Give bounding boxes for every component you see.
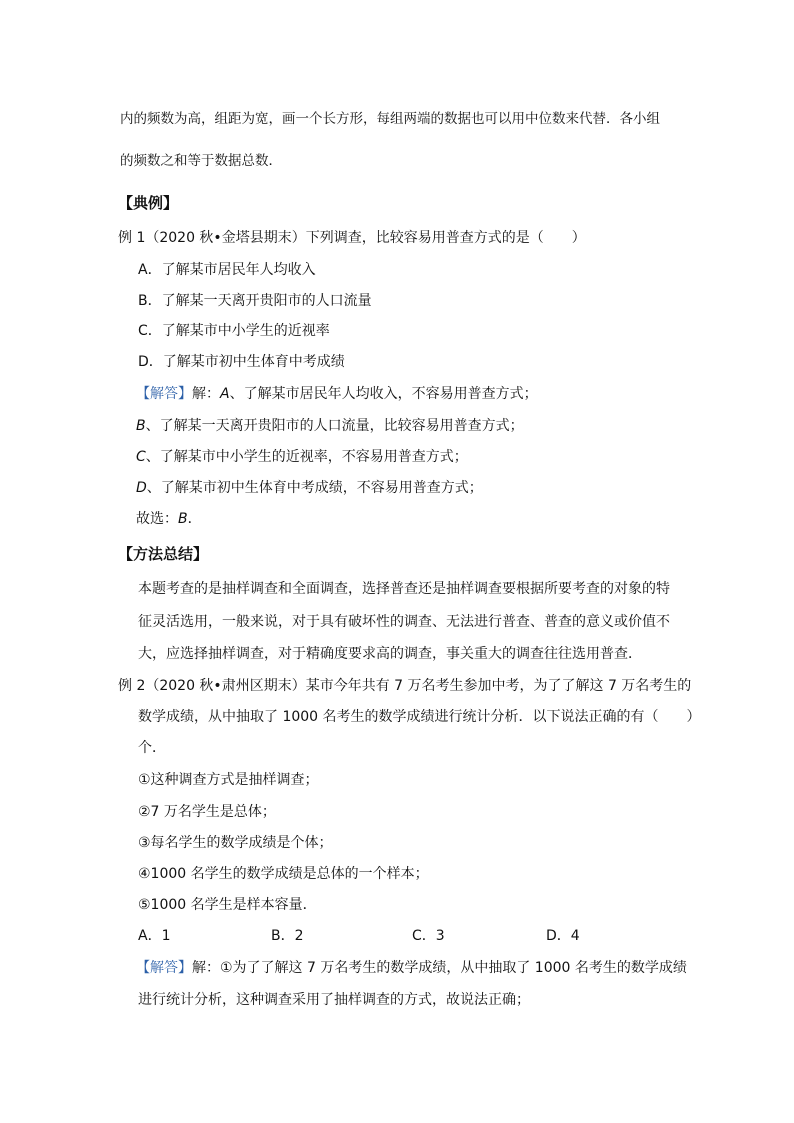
example1-stem: 例 1（2020 秋•金塔县期末）下列调查，比较容易用普查方式的是（ ）	[118, 230, 586, 246]
example1-option-c: C．了解某市中小学生的近视率	[138, 323, 330, 339]
choose-prefix: 故选：	[136, 511, 178, 527]
answer-lead: 解：	[192, 386, 220, 402]
example2-option-c: C．3	[412, 928, 445, 944]
example2-answer-tag: 【解答】	[136, 960, 192, 976]
example2-option-a: A．1	[138, 928, 171, 944]
intro-line-1: 内的频数为高，组距为宽，画一个长方形，每组两端的数据也可以用中位数来代替．各小组	[120, 111, 660, 127]
example2-stem-line-2: 数学成绩，从中抽取了 1000 名考生的数学成绩进行统计分析．以下说法正确的有（ ）	[138, 709, 701, 725]
intro-line-2: 的频数之和等于数据总数．	[120, 153, 282, 169]
answer-text-d: 、了解某市初中生体育中考成绩，不容易用普查方式；	[146, 480, 483, 496]
example2-answer-line-1	[136, 959, 687, 977]
answer-letter-b: B	[136, 418, 146, 434]
answer-text-b: 、了解某一天离开贵阳市的人口流量，比较容易用普查方式；	[145, 418, 524, 434]
example1-answer-line-3	[136, 448, 468, 466]
choose-letter: B	[178, 511, 188, 527]
choose-suffix: ．	[187, 511, 202, 527]
example2-stem-line-3: 个．	[138, 740, 166, 756]
example2-statement-1: ①这种调查方式是抽样调查；	[138, 772, 319, 788]
method-line-3: 大，应选择抽样调查，对于精确度要求高的调查，事关重大的调查往往选用普查．	[138, 646, 642, 662]
method-line-2: 征灵活选用，一般来说，对于具有破坏性的调查、无法进行普查、普查的意义或价值不	[138, 614, 670, 630]
example1-answer-line-4	[136, 479, 483, 497]
example2-answer-text-1: 解：①为了了解这 7 万名考生的数学成绩，从中抽取了 1000 名考生的数学成绩	[192, 960, 687, 976]
answer-text-a: 、了解某市居民年人均收入，不容易用普查方式；	[229, 386, 538, 402]
example2-stem-line-1: 例 2（2020 秋•肃州区期末）某市今年共有 7 万名考生参加中考，为了了解这 7 万名考生的	[118, 678, 692, 694]
example1-answer-line-2	[136, 417, 524, 435]
example1-choose	[136, 510, 202, 528]
example2-statement-4: ④1000 名学生的数学成绩是总体的一个样本；	[138, 866, 429, 882]
example2-statement-5: ⑤1000 名学生是样本容量．	[138, 897, 317, 913]
answer-text-c: 、了解某市中小学生的近视率，不容易用普查方式；	[145, 449, 468, 465]
example2-answer-line-2: 进行统计分析，这种调查采用了抽样调查的方式，故说法正确；	[138, 992, 530, 1008]
answer-letter-c: C	[136, 449, 146, 465]
example1-option-d: D．了解某市初中生体育中考成绩	[138, 354, 345, 370]
example2-statement-2: ②7 万名学生是总体；	[138, 804, 276, 820]
section-heading-method: 【方法总结】	[118, 545, 209, 563]
example1-answer-line-1	[136, 385, 538, 403]
method-line-1: 本题考查的是抽样调查和全面调查，选择普查还是抽样调查要根据所要考查的对象的特	[138, 581, 670, 597]
answer-letter-d: D	[136, 480, 147, 496]
example1-option-a: A．了解某市居民年人均收入	[138, 262, 316, 278]
example2-option-b: B．2	[271, 928, 304, 944]
answer-letter-a: A	[220, 386, 230, 402]
answer-tag: 【解答】	[136, 386, 192, 402]
example1-option-b: B．了解某一天离开贵阳市的人口流量	[138, 293, 372, 309]
section-heading-example: 【典例】	[118, 194, 179, 212]
example2-option-d: D．4	[546, 928, 580, 944]
example2-statement-3: ③每名学生的数学成绩是个体；	[138, 835, 333, 851]
